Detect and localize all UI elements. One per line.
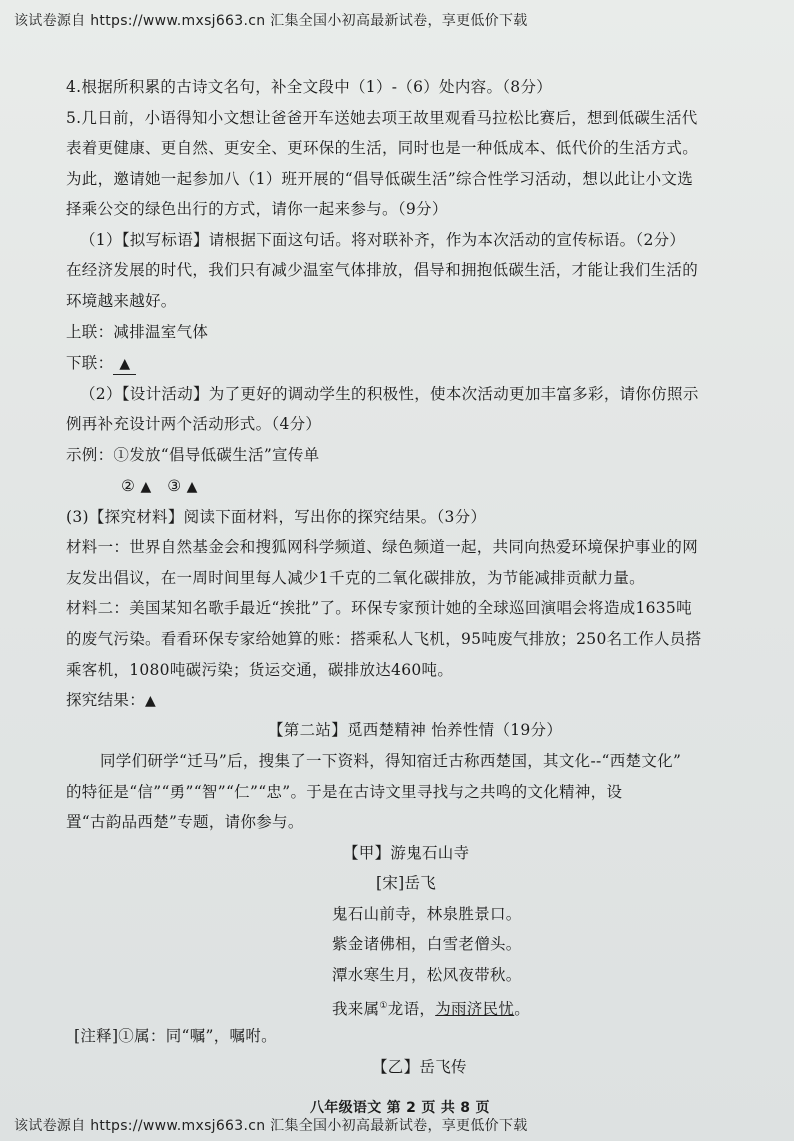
station-2-line1: 同学们研学“迁马”后，搜集了一下资料，得知宿迁古称西楚国，其文化--“西楚文化”: [100, 752, 682, 770]
poem-author: [宋]岳飞: [376, 874, 437, 892]
inquiry-result: [66, 690, 156, 711]
part2-line2: 例再补充设计两个活动形式。（4分）: [66, 415, 322, 433]
answer-blank[interactable]: [113, 353, 136, 375]
station-2-line3: 置“古韵品西楚”专题，请你参与。: [66, 813, 304, 831]
item-3-number: ③: [167, 477, 182, 495]
page-footer: 八年级语文 第 2 页 共 8 页: [310, 1100, 490, 1116]
part2-example: 示例：①发放“倡导低碳生活”宣传单: [66, 446, 320, 464]
station-2-line2: 的特征是“信”“勇”“智”“仁”“忠”。于是在古诗文里寻找与之共鸣的文化精神，设: [66, 783, 623, 801]
triangle-icon[interactable]: ▲: [186, 479, 198, 495]
part1-line2: 在经济发展的时代，我们只有减少温室气体排放，倡导和拥抱低碳生活，才能让我们生活的: [66, 261, 699, 279]
upper-couplet: 上联：减排温室气体: [66, 323, 209, 341]
material-2-line3: 乘客机，1080吨碳污染；货运交通，碳排放达460吨。: [66, 661, 454, 679]
material-1-line1: 材料一：世界自然基金会和搜狐网科学频道、绿色频道一起，共同向热爱环境保护事业的网: [66, 538, 699, 556]
triangle-icon[interactable]: ▲: [140, 479, 152, 495]
poem-verse-4-part-b: 龙语，: [387, 1000, 436, 1019]
material-1-line2: 友发出倡议，在一周时间里每人减少1千克的二氧化碳排放，为节能减排贡献力量。: [66, 569, 645, 587]
question-4: 4.根据所积累的古诗文名句，补全文段中（1）-（6）处内容。（8分）: [66, 78, 553, 96]
triangle-icon: ▲: [119, 356, 131, 372]
lower-couplet-label: 下联：: [66, 354, 114, 372]
poem-title: 【甲】游鬼石山寺: [343, 844, 470, 862]
poem-verse-4: [332, 996, 530, 1019]
lower-couplet: [66, 353, 136, 375]
watermark-top: 该试卷源自 https://www.mxsj663.cn 汇集全国小初高最新试卷，享更低价下载: [14, 13, 528, 29]
poem-verse-2: 紫金诸佛相，白雪老僧头。: [332, 935, 522, 953]
poem-verse-3: 潭水寒生月，松风夜带秋。: [332, 966, 522, 984]
question-5-line4: 择乘公交的绿色出行的方式，请你一起来参与。（9分）: [66, 200, 448, 218]
item-2-number: ②: [121, 477, 136, 495]
question-5-line3: 为此，邀请她一起参加八（1）班开展的“倡导低碳生活”综合性学习活动，想以此让小文选: [66, 170, 694, 188]
part1-line3: 环境越来越好。: [66, 292, 177, 310]
inquiry-result-label: 探究结果：: [66, 691, 146, 709]
poem-note: [注释]①属：同“嘱”，嘱咐。: [74, 1027, 277, 1045]
part3-heading: (3)【探究材料】阅读下面材料，写出你的探究结果。（3分）: [66, 508, 487, 526]
watermark-bottom: 该试卷源自 https://www.mxsj663.cn 汇集全国小初高最新试卷，享更低价下载: [14, 1118, 528, 1134]
underlined-phrase: 为雨济民忧: [435, 1000, 515, 1019]
question-5-line1: 5.几日前，小语得知小文想让爸爸开车送她去项王故里观看马拉松比赛后，想到低碳生活代: [66, 109, 698, 127]
question-5-line2: 表着更健康、更自然、更安全、更环保的生活，同时也是一种低成本、低代价的生活方式。: [66, 139, 699, 157]
station-2-title: 【第二站】觅西楚精神 怡养性情（19分）: [268, 721, 563, 739]
triangle-icon[interactable]: ▲: [145, 693, 157, 709]
part1-heading: （1）【拟写标语】请根据下面这句话。将对联补齐，作为本次活动的宣传标语。（2分）: [80, 231, 686, 249]
material-2-line1: 材料二：美国某知名歌手最近“挨批”了。环保专家预计她的全球巡回演唱会将造成1635吨: [66, 599, 692, 617]
poem-verse-4-end: 。: [514, 1000, 531, 1019]
footnote-marker: ①: [379, 1001, 388, 1011]
poem-verse-1: 鬼石山前寺，林泉胜景口。: [332, 905, 522, 923]
material-2-line2: 的废气污染。看看环保专家给她算的账：搭乘私人飞机，95吨废气排放；250名工作人员搭: [66, 630, 702, 648]
passage-yi-title: 【乙】岳飞传: [372, 1058, 467, 1076]
part2-heading: （2）【设计活动】为了更好的调动学生的积极性，使本次活动更加丰富多彩，请你仿照示: [80, 385, 699, 403]
part2-answers: [121, 476, 198, 497]
poem-verse-4-part-a: 我来属: [332, 1000, 380, 1019]
